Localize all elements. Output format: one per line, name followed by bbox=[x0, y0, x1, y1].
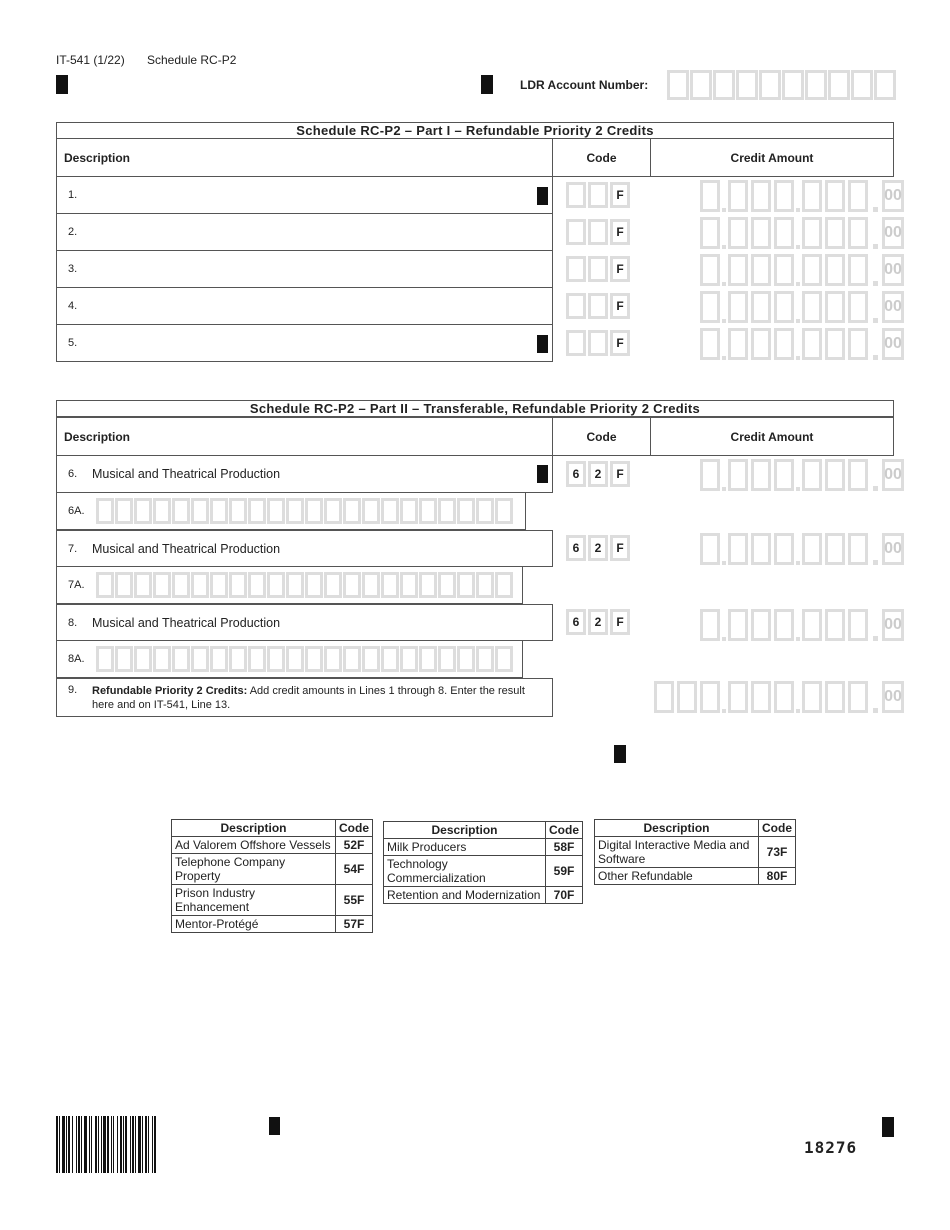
digit-box[interactable] bbox=[677, 681, 697, 713]
line-description: Musical and Theatrical Production bbox=[92, 615, 281, 630]
thousands-separator bbox=[722, 319, 726, 323]
char-cell[interactable] bbox=[96, 572, 114, 598]
code-input[interactable]: 6 2 F bbox=[566, 609, 632, 635]
char-cell[interactable] bbox=[210, 498, 228, 524]
credit-amount-input[interactable] bbox=[700, 328, 904, 360]
thousands-separator bbox=[722, 282, 726, 286]
digit-box[interactable] bbox=[825, 459, 845, 491]
digit-box[interactable] bbox=[802, 609, 822, 641]
char-cell[interactable] bbox=[419, 498, 437, 524]
digit-box[interactable] bbox=[825, 681, 845, 713]
char-cell[interactable] bbox=[172, 572, 190, 598]
digit-box[interactable] bbox=[774, 254, 794, 286]
char-cell[interactable] bbox=[381, 572, 399, 598]
char-cell[interactable] bbox=[96, 646, 114, 672]
digit-box[interactable] bbox=[728, 328, 748, 360]
char-cell[interactable] bbox=[153, 646, 171, 672]
line-number: 5. bbox=[68, 337, 78, 349]
digit-box[interactable] bbox=[751, 328, 771, 360]
thousands-separator bbox=[796, 356, 800, 360]
digit-box[interactable] bbox=[848, 180, 868, 212]
digit-box[interactable] bbox=[728, 291, 748, 323]
char-cell[interactable] bbox=[324, 498, 342, 524]
cents-box[interactable]: 00 bbox=[882, 459, 904, 491]
cents-box[interactable]: 00 bbox=[882, 681, 904, 713]
line-9-text: Add credit amounts in Lines 1 through 8. Enter the result here and on IT-541, Line 13. bbox=[92, 685, 525, 711]
registration-mark bbox=[614, 745, 626, 763]
digit-box[interactable] bbox=[700, 533, 720, 565]
char-cell[interactable] bbox=[400, 646, 418, 672]
cents-box[interactable]: 00 bbox=[882, 254, 904, 286]
char-cell[interactable] bbox=[305, 646, 323, 672]
char-cell[interactable] bbox=[324, 572, 342, 598]
code-input[interactable]: F bbox=[566, 219, 632, 245]
thousands-separator bbox=[796, 637, 800, 641]
code-input[interactable]: F bbox=[566, 256, 632, 282]
char-cell[interactable] bbox=[438, 646, 456, 672]
decimal-point bbox=[873, 355, 878, 360]
barcode bbox=[56, 1116, 228, 1173]
char-cell[interactable] bbox=[476, 498, 494, 524]
char-cell[interactable] bbox=[191, 572, 209, 598]
digit-box[interactable] bbox=[802, 180, 822, 212]
char-cell[interactable] bbox=[172, 498, 190, 524]
digit-box[interactable] bbox=[802, 681, 822, 713]
digit-box[interactable] bbox=[825, 609, 845, 641]
cents-box[interactable]: 00 bbox=[882, 328, 904, 360]
ldr-account-label: LDR Account Number: bbox=[520, 78, 649, 92]
char-cell[interactable] bbox=[134, 498, 152, 524]
digit-box[interactable] bbox=[848, 533, 868, 565]
registration-mark bbox=[882, 1117, 894, 1137]
digit-box[interactable] bbox=[825, 254, 845, 286]
registration-mark bbox=[56, 75, 68, 94]
decimal-point bbox=[873, 636, 878, 641]
line-number: 7. bbox=[68, 542, 78, 555]
form-id: IT-541 (1/22) bbox=[56, 53, 125, 67]
registration-mark bbox=[537, 187, 548, 205]
char-cell[interactable] bbox=[286, 498, 304, 524]
digit-box[interactable] bbox=[700, 328, 720, 360]
digit-box[interactable] bbox=[728, 254, 748, 286]
thousands-separator bbox=[722, 356, 726, 360]
char-cell[interactable] bbox=[115, 646, 133, 672]
char-cell[interactable] bbox=[305, 498, 323, 524]
char-cell[interactable] bbox=[362, 572, 380, 598]
char-cell[interactable] bbox=[210, 646, 228, 672]
char-cell[interactable] bbox=[457, 646, 475, 672]
digit-box[interactable] bbox=[825, 217, 845, 249]
part2-col-code: Code bbox=[552, 417, 651, 456]
digit-box[interactable] bbox=[774, 180, 794, 212]
part1-line-3[interactable] bbox=[56, 251, 553, 288]
credit-amount-input[interactable] bbox=[700, 459, 904, 491]
digit-box[interactable] bbox=[848, 459, 868, 491]
char-cell[interactable] bbox=[286, 572, 304, 598]
char-cell[interactable] bbox=[267, 572, 285, 598]
table-row: Digital Interactive Media and Software 73F bbox=[595, 837, 796, 868]
line-number: 6. bbox=[68, 468, 78, 480]
table-row: Ad Valorem Offshore Vessels 52F bbox=[172, 837, 373, 854]
char-cell[interactable] bbox=[267, 646, 285, 672]
part1-line-2[interactable] bbox=[56, 214, 553, 251]
table-row: Retention and Modernization 70F bbox=[384, 887, 583, 904]
digit-box[interactable] bbox=[802, 328, 822, 360]
digit-box[interactable] bbox=[728, 459, 748, 491]
char-cell[interactable] bbox=[457, 572, 475, 598]
form-number: 18276 bbox=[804, 1138, 858, 1157]
thousands-separator bbox=[796, 561, 800, 565]
thousands-separator bbox=[722, 208, 726, 212]
ldr-account-input[interactable] bbox=[667, 70, 897, 100]
line-description: Musical and Theatrical Production bbox=[92, 467, 281, 481]
part1-line-1[interactable] bbox=[56, 177, 553, 214]
digit-box[interactable] bbox=[774, 328, 794, 360]
digit-box[interactable] bbox=[728, 217, 748, 249]
char-cell[interactable] bbox=[400, 572, 418, 598]
char-cell[interactable] bbox=[457, 498, 475, 524]
code-input[interactable]: F bbox=[566, 182, 632, 208]
decimal-point bbox=[873, 708, 878, 713]
digit-box[interactable] bbox=[774, 533, 794, 565]
char-cell[interactable] bbox=[96, 498, 114, 524]
char-cell[interactable] bbox=[267, 498, 285, 524]
reference-table-2 bbox=[383, 821, 583, 904]
part2-line-6a[interactable] bbox=[56, 493, 526, 530]
digit-box[interactable] bbox=[848, 681, 868, 713]
thousands-separator bbox=[722, 487, 726, 491]
digit-box[interactable] bbox=[774, 217, 794, 249]
char-cell[interactable] bbox=[153, 498, 171, 524]
thousands-separator bbox=[722, 709, 726, 713]
digit-box[interactable] bbox=[700, 180, 720, 212]
part2-col-amount: Credit Amount bbox=[650, 417, 894, 456]
char-cell[interactable] bbox=[229, 646, 247, 672]
table-row: Prison Industry Enhancement 55F bbox=[172, 885, 373, 916]
char-cell[interactable] bbox=[438, 572, 456, 598]
digit-box[interactable] bbox=[728, 609, 748, 641]
decimal-point bbox=[873, 207, 878, 212]
registration-mark bbox=[269, 1117, 280, 1135]
digit-box[interactable] bbox=[700, 291, 720, 323]
thousands-separator bbox=[722, 561, 726, 565]
char-cell[interactable] bbox=[381, 498, 399, 524]
digit-box[interactable] bbox=[802, 291, 822, 323]
table-row: Other Refundable 80F bbox=[595, 868, 796, 885]
char-cell[interactable] bbox=[419, 572, 437, 598]
digit-box[interactable] bbox=[751, 254, 771, 286]
digit-box[interactable] bbox=[825, 328, 845, 360]
credit-amount-input[interactable] bbox=[700, 291, 904, 323]
decimal-point bbox=[873, 244, 878, 249]
char-cell[interactable] bbox=[286, 646, 304, 672]
credit-amount-input[interactable] bbox=[700, 180, 904, 212]
char-cell[interactable] bbox=[248, 646, 266, 672]
char-cell[interactable] bbox=[248, 572, 266, 598]
char-cell[interactable] bbox=[362, 498, 380, 524]
part2-line-8a[interactable] bbox=[56, 641, 523, 678]
char-cell[interactable] bbox=[172, 646, 190, 672]
part2-col-description: Description bbox=[56, 417, 553, 456]
digit-box[interactable] bbox=[848, 328, 868, 360]
digit-box[interactable] bbox=[774, 291, 794, 323]
line-number: 3. bbox=[68, 263, 78, 275]
char-cell[interactable] bbox=[115, 498, 133, 524]
code-input[interactable]: F bbox=[566, 330, 632, 356]
table-row: Technology Commercialization 59F bbox=[384, 856, 583, 887]
line-number: 8A. bbox=[68, 653, 85, 665]
char-cell[interactable] bbox=[495, 646, 513, 672]
table-header-description: Description bbox=[595, 820, 759, 837]
part2-line-6 bbox=[56, 456, 553, 493]
char-cell[interactable] bbox=[419, 646, 437, 672]
decimal-point bbox=[873, 318, 878, 323]
char-cell[interactable] bbox=[210, 572, 228, 598]
char-cell[interactable] bbox=[495, 498, 513, 524]
part2-title: Schedule RC-P2 – Part II – Transferable, Refundable Priority 2 Credits bbox=[56, 400, 894, 417]
part1-line-5[interactable] bbox=[56, 325, 553, 362]
table-header-description: Description bbox=[384, 822, 546, 839]
char-cell[interactable] bbox=[248, 498, 266, 524]
thousands-separator bbox=[796, 319, 800, 323]
digit-box[interactable] bbox=[802, 254, 822, 286]
part2-line-9 bbox=[56, 678, 553, 717]
line-9-description bbox=[92, 684, 547, 712]
digit-box[interactable] bbox=[825, 180, 845, 212]
decimal-point bbox=[873, 281, 878, 286]
part1-col-amount: Credit Amount bbox=[650, 138, 894, 177]
code-input[interactable]: 6 2 F bbox=[566, 461, 632, 487]
char-cell[interactable] bbox=[343, 646, 361, 672]
char-cell[interactable] bbox=[476, 572, 494, 598]
digit-box[interactable] bbox=[825, 533, 845, 565]
registration-mark bbox=[537, 465, 548, 483]
digit-box[interactable] bbox=[728, 533, 748, 565]
line-number: 6A. bbox=[68, 505, 85, 517]
table-header-code: Code bbox=[546, 822, 583, 839]
char-cell[interactable] bbox=[191, 498, 209, 524]
schedule-name: Schedule RC-P2 bbox=[147, 53, 237, 67]
credit-amount-input[interactable] bbox=[700, 254, 904, 286]
name-cells[interactable] bbox=[96, 572, 514, 598]
cents-box[interactable]: 00 bbox=[882, 180, 904, 212]
reference-table-3 bbox=[594, 819, 796, 885]
code-input[interactable]: F bbox=[566, 293, 632, 319]
thousands-separator bbox=[796, 245, 800, 249]
line-number: 7A. bbox=[68, 579, 85, 591]
line-description: Musical and Theatrical Production bbox=[92, 541, 281, 556]
digit-box[interactable] bbox=[848, 609, 868, 641]
name-cells[interactable] bbox=[96, 646, 514, 672]
char-cell[interactable] bbox=[381, 646, 399, 672]
digit-box[interactable] bbox=[751, 180, 771, 212]
char-cell[interactable] bbox=[324, 646, 342, 672]
char-cell[interactable] bbox=[153, 572, 171, 598]
digit-box[interactable] bbox=[848, 254, 868, 286]
char-cell[interactable] bbox=[495, 572, 513, 598]
line-9-title: Refundable Priority 2 Credits: bbox=[92, 685, 248, 697]
table-header-description: Description bbox=[172, 820, 336, 837]
digit-box[interactable] bbox=[848, 217, 868, 249]
barcode-bar bbox=[156, 1116, 158, 1173]
table-header-code: Code bbox=[759, 820, 796, 837]
thousands-separator bbox=[796, 487, 800, 491]
digit-box[interactable] bbox=[751, 459, 771, 491]
char-cell[interactable] bbox=[305, 572, 323, 598]
digit-box[interactable] bbox=[700, 254, 720, 286]
digit-box[interactable] bbox=[700, 609, 720, 641]
cents-box[interactable]: 00 bbox=[882, 609, 904, 641]
char-cell[interactable] bbox=[438, 498, 456, 524]
thousands-separator bbox=[722, 637, 726, 641]
digit-box[interactable] bbox=[751, 217, 771, 249]
digit-box[interactable] bbox=[802, 217, 822, 249]
code-input[interactable]: 6 2 F bbox=[566, 535, 632, 561]
digit-box[interactable] bbox=[751, 291, 771, 323]
digit-box[interactable] bbox=[751, 681, 771, 713]
reference-table-1 bbox=[171, 819, 373, 933]
digit-box[interactable] bbox=[848, 291, 868, 323]
part1-line-4[interactable] bbox=[56, 288, 553, 325]
line-number: 9. bbox=[68, 684, 78, 696]
digit-box[interactable] bbox=[700, 681, 720, 713]
char-cell[interactable] bbox=[229, 572, 247, 598]
table-row: Milk Producers 58F bbox=[384, 839, 583, 856]
char-cell[interactable] bbox=[134, 572, 152, 598]
thousands-separator bbox=[722, 245, 726, 249]
line-number: 2. bbox=[68, 226, 78, 238]
digit-box[interactable] bbox=[751, 533, 771, 565]
line-number: 8. bbox=[68, 616, 78, 629]
thousands-separator bbox=[796, 709, 800, 713]
digit-box[interactable] bbox=[700, 459, 720, 491]
char-cell[interactable] bbox=[229, 498, 247, 524]
char-cell[interactable] bbox=[115, 572, 133, 598]
cents-box[interactable]: 00 bbox=[882, 533, 904, 565]
part1-col-description: Description bbox=[56, 138, 553, 177]
digit-box[interactable] bbox=[728, 681, 748, 713]
line-number: 4. bbox=[68, 300, 78, 312]
digit-box[interactable] bbox=[728, 180, 748, 212]
registration-mark bbox=[481, 75, 493, 94]
digit-box[interactable] bbox=[774, 459, 794, 491]
decimal-point bbox=[873, 560, 878, 565]
decimal-point bbox=[873, 486, 878, 491]
registration-mark bbox=[537, 335, 548, 353]
char-cell[interactable] bbox=[362, 646, 380, 672]
part2-line-8 bbox=[56, 604, 553, 641]
char-cell[interactable] bbox=[191, 646, 209, 672]
digit-box[interactable] bbox=[825, 291, 845, 323]
char-cell[interactable] bbox=[134, 646, 152, 672]
char-cell[interactable] bbox=[400, 498, 418, 524]
thousands-separator bbox=[796, 282, 800, 286]
credit-amount-input[interactable] bbox=[700, 609, 904, 641]
part2-line-7 bbox=[56, 530, 553, 567]
char-cell[interactable] bbox=[476, 646, 494, 672]
table-row: Mentor-Protégé 57F bbox=[172, 916, 373, 933]
part1-col-code: Code bbox=[552, 138, 651, 177]
digit-box[interactable] bbox=[802, 533, 822, 565]
digit-box[interactable] bbox=[700, 217, 720, 249]
digit-box[interactable] bbox=[774, 681, 794, 713]
char-cell[interactable] bbox=[343, 572, 361, 598]
table-header-code: Code bbox=[336, 820, 373, 837]
credit-amount-input[interactable] bbox=[700, 533, 904, 565]
part2-line-7a[interactable] bbox=[56, 567, 523, 604]
cents-box[interactable]: 00 bbox=[882, 217, 904, 249]
part1-title: Schedule RC-P2 – Part I – Refundable Priority 2 Credits bbox=[56, 122, 894, 139]
char-cell[interactable] bbox=[343, 498, 361, 524]
table-row: Telephone Company Property 54F bbox=[172, 854, 373, 885]
thousands-separator bbox=[796, 208, 800, 212]
total-credit-amount-input[interactable] bbox=[654, 681, 904, 713]
line-number: 1. bbox=[68, 189, 78, 201]
digit-box[interactable] bbox=[654, 681, 674, 713]
cents-box[interactable]: 00 bbox=[882, 291, 904, 323]
digit-box[interactable] bbox=[751, 609, 771, 641]
digit-box[interactable] bbox=[802, 459, 822, 491]
credit-amount-input[interactable] bbox=[700, 217, 904, 249]
digit-box[interactable] bbox=[774, 609, 794, 641]
name-cells[interactable] bbox=[96, 498, 514, 524]
